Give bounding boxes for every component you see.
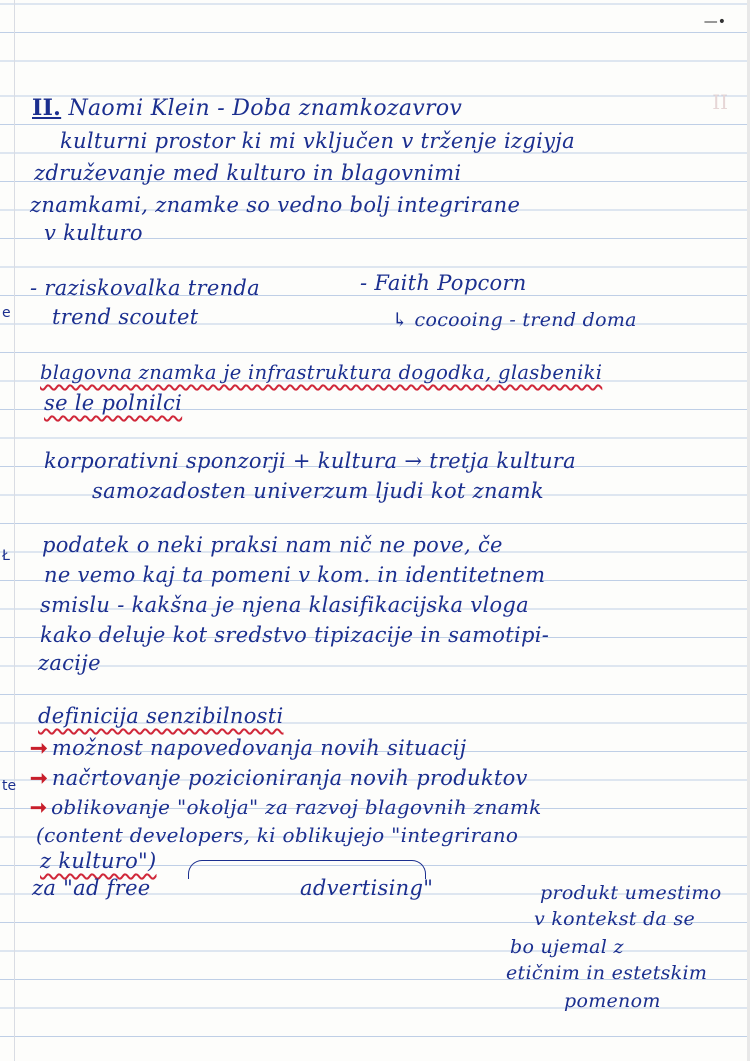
note-line: podatek o neki praksi nam nič ne pove, če xyxy=(42,533,503,557)
margin-mark: Ł xyxy=(2,548,10,564)
note-line: znamkami, znamke so vedno bolj integrirane xyxy=(30,193,521,217)
note-line: za "ad free xyxy=(32,876,151,900)
side-note-line: pomenom xyxy=(564,990,661,1012)
side-note-line: bo ujemal z xyxy=(510,936,624,958)
note-line: kako deluje kot sredstvo tipizacije in samotipi- xyxy=(40,623,550,647)
bullet-text: načrtovanje pozicioniranja novih produktov xyxy=(51,766,528,790)
red-arrow-icon: ➞ xyxy=(30,735,48,760)
margin-rule xyxy=(14,0,15,1061)
bullet-item xyxy=(30,794,542,820)
highlighted-line xyxy=(44,390,182,416)
bullet-item xyxy=(30,735,466,761)
side-note-line: produkt umestimo xyxy=(540,882,722,904)
bleed-through-mark: II xyxy=(712,90,728,114)
red-arrow-icon: ➞ xyxy=(30,795,48,819)
underlined-text: z kulturo") xyxy=(40,849,157,873)
note-line: ↳ cocooing - trend doma xyxy=(392,309,637,331)
highlighted-text: se le polnilci xyxy=(44,391,183,415)
highlighted-line xyxy=(40,360,602,386)
note-line: trend scoutet xyxy=(52,305,199,329)
margin-mark: te xyxy=(2,778,17,794)
margin-mark: e xyxy=(2,305,11,321)
note-line: samozadosten univerzum ljudi kot znamk xyxy=(92,479,544,503)
side-note-line: v kontekst da se xyxy=(534,908,696,930)
definition-heading xyxy=(38,703,283,729)
note-line: - Faith Popcorn xyxy=(360,271,527,295)
bullet-item xyxy=(30,765,528,791)
note-line: advertising" xyxy=(300,876,434,900)
note-line: korporativni sponzorji + kultura → tretja kultura xyxy=(44,449,576,473)
bullet-text: možnost napovedovanja novih situacij xyxy=(51,736,467,760)
note-line: združevanje med kulturo in blagovnimi xyxy=(34,161,462,185)
section-title: Naomi Klein - Doba znamkozavrov xyxy=(68,96,463,121)
section-heading xyxy=(32,95,462,122)
note-line: v kulturo xyxy=(44,221,143,245)
note-line xyxy=(40,848,157,874)
note-line: (content developers, ki oblikujejo "integrirano xyxy=(36,823,519,847)
note-line: zacije xyxy=(38,651,101,675)
definition-heading-text: definicija senzibilnosti xyxy=(38,704,284,728)
highlighted-text: blagovna znamka je infrastruktura dogodka, glasbeniki xyxy=(40,361,603,384)
section-number: II. xyxy=(32,95,62,121)
note-line: - raziskovalka trenda xyxy=(30,276,260,300)
bullet-text: oblikovanje "okolja" za razvoj blagovnih znamk xyxy=(51,795,542,819)
note-line: smislu - kakšna je njena klasifikacijska vloga xyxy=(40,593,529,617)
corner-mark: —• xyxy=(703,14,726,30)
note-line: kulturni prostor ki mi vključen v trženje izgiyja xyxy=(60,129,575,153)
side-note-line: etičnim in estetskim xyxy=(506,962,708,984)
red-arrow-icon: ➞ xyxy=(30,765,48,790)
note-line: ne vemo kaj ta pomeni v kom. in identitetnem xyxy=(44,563,546,587)
